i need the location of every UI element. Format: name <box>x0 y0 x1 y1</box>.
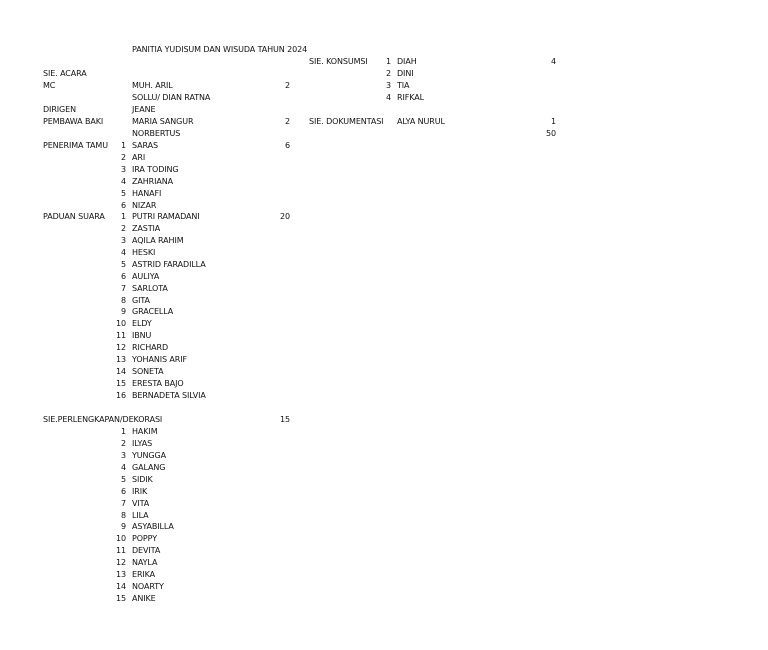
member-number: 10 <box>116 319 126 329</box>
konsumsi-count: 4 <box>551 57 556 66</box>
pembawa-baki-count: 2 <box>285 117 290 126</box>
member-name: ZASTIA <box>132 223 161 233</box>
member-name: ERIKA <box>132 570 156 580</box>
member-name: NAYLA <box>132 558 158 568</box>
member-number: 16 <box>116 390 126 400</box>
mc-name: MUH. ARIL <box>132 81 173 90</box>
member-number: 4 <box>386 93 391 102</box>
penerima-tamu-count: 6 <box>285 141 290 150</box>
member-number: 2 <box>121 152 126 162</box>
member-number: 3 <box>121 450 126 460</box>
member-number: 6 <box>121 486 126 496</box>
member-number: 8 <box>121 510 126 520</box>
member-number: 4 <box>121 176 126 186</box>
member-name: ILYAS <box>132 438 153 448</box>
member-name: YOHANIS ARIF <box>132 355 187 365</box>
member-name: BERNADETA SILVIA <box>132 390 206 400</box>
page-title: PANITIA YUDISUM DAN WISUDA TAHUN 2024 <box>132 45 308 54</box>
grand-total: 50 <box>546 129 556 138</box>
member-name: NOARTY <box>132 582 164 592</box>
member-name: GRACELLA <box>132 307 174 317</box>
member-name: YUNGGA <box>132 450 166 460</box>
member-name: IRA TODING <box>132 164 179 174</box>
section-label-perlengkapan: SIE.PERLENGKAPAN/DEKORASI <box>43 415 163 424</box>
perlengkapan-count: 15 <box>280 415 290 424</box>
dokumentasi-name: ALYA NURUL <box>397 117 445 126</box>
member-number: 4 <box>121 462 126 472</box>
member-number: 1 <box>386 57 391 66</box>
member-name: RICHARD <box>132 343 169 353</box>
member-name: ERESTA BAJO <box>132 379 184 389</box>
member-name: SARAS <box>132 141 158 150</box>
paduan-suara-count: 20 <box>280 212 290 221</box>
member-name: POPPY <box>132 534 157 544</box>
member-name: HANAFI <box>132 188 162 198</box>
member-name: ZAHRIANA <box>132 176 174 186</box>
member-number: 15 <box>116 594 126 604</box>
member-name: PUTRI RAMADANI <box>132 212 200 221</box>
member-number: 6 <box>121 271 126 281</box>
member-name: GALANG <box>132 462 166 472</box>
member-number: 3 <box>386 81 391 90</box>
member-number: 12 <box>116 343 126 353</box>
member-name: IBNU <box>132 331 152 341</box>
member-name: SONETA <box>132 367 164 377</box>
member-number: 1 <box>121 141 126 150</box>
member-number: 14 <box>116 582 126 592</box>
member-number: 9 <box>121 307 126 317</box>
member-name: DINI <box>397 69 414 78</box>
member-number: 15 <box>116 379 126 389</box>
role-label-paduan-suara: PADUAN SUARA <box>43 212 105 221</box>
member-name: HESKI <box>132 247 156 257</box>
member-number: 14 <box>116 367 126 377</box>
member-number: 4 <box>121 247 126 257</box>
role-label-pembawa-baki: PEMBAWA BAKI <box>43 117 104 126</box>
member-number: 5 <box>121 188 126 198</box>
section-label-konsumsi: SIE. KONSUMSI <box>309 57 368 66</box>
member-name: IRIK <box>132 486 148 496</box>
member-name: ASYABILLA <box>132 522 174 532</box>
member-number: 3 <box>121 235 126 245</box>
member-number: 12 <box>116 558 126 568</box>
member-name: HAKIM <box>132 427 158 436</box>
member-number: 3 <box>121 164 126 174</box>
role-label-penerima-tamu: PENERIMA TAMU <box>43 141 108 150</box>
member-name: TIA <box>397 81 410 90</box>
member-name: DIAH <box>397 57 417 66</box>
member-number: 2 <box>121 438 126 448</box>
member-number: 7 <box>121 498 126 508</box>
member-name: RIFKAL <box>397 93 424 102</box>
member-name: AULIYA <box>132 271 160 281</box>
member-name: GITA <box>132 295 150 305</box>
member-number: 1 <box>121 427 126 436</box>
pembawa-baki-name: MARIA SANGUR <box>132 117 194 126</box>
member-name: LILA <box>132 510 149 520</box>
member-name: ELDY <box>132 319 152 329</box>
section-label-dokumentasi: SIE. DOKUMENTASI <box>309 117 384 126</box>
member-number: 5 <box>121 474 126 484</box>
member-name: DEVITA <box>132 546 161 556</box>
member-name: ARI <box>132 152 146 162</box>
member-number: 5 <box>121 259 126 269</box>
member-number: 8 <box>121 295 126 305</box>
member-number: 2 <box>386 69 391 78</box>
member-number: 7 <box>121 283 126 293</box>
dokumentasi-count: 1 <box>551 117 556 126</box>
member-number: 13 <box>116 570 126 580</box>
member-number: 9 <box>121 522 126 532</box>
dirigen-name: JEANE <box>132 105 156 114</box>
member-number: 13 <box>116 355 126 365</box>
member-name: ANIKE <box>132 594 156 604</box>
member-name: AQILA RAHIM <box>132 235 184 245</box>
member-name: SIDIK <box>132 474 153 484</box>
mc-name: SOLLU/ DIAN RATNA <box>132 93 211 102</box>
mc-count: 2 <box>285 81 290 90</box>
member-name: NIZAR <box>132 200 157 210</box>
role-label-mc: MC <box>43 81 56 90</box>
member-name: SARLOTA <box>132 283 168 293</box>
member-number: 2 <box>121 223 126 233</box>
member-name: VITA <box>132 498 150 508</box>
member-number: 10 <box>116 534 126 544</box>
pembawa-baki-name: NORBERTUS <box>132 129 181 138</box>
member-number: 6 <box>121 200 126 210</box>
member-name: ASTRID FARADILLA <box>132 259 206 269</box>
member-number: 11 <box>116 546 126 556</box>
member-number: 11 <box>116 331 126 341</box>
section-label-acara: SIE. ACARA <box>43 69 87 78</box>
member-number: 1 <box>121 212 126 221</box>
role-label-dirigen: DIRIGEN <box>43 105 76 114</box>
